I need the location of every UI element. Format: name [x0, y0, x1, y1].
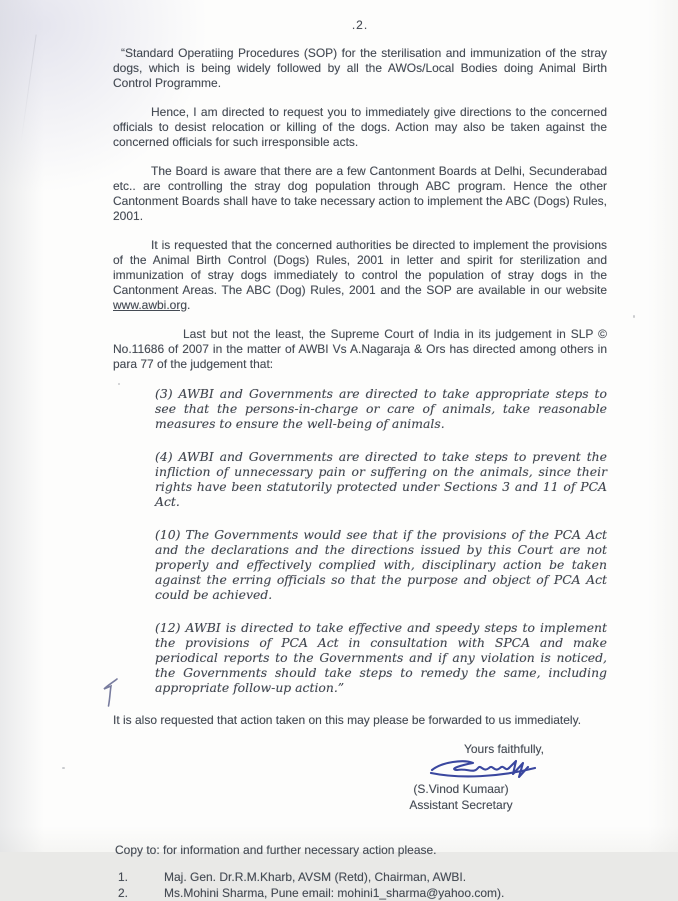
paragraph-request [113, 238, 607, 313]
copy-item-text: Maj. Gen. Dr.R.M.Kharb, AVSM (Retd), Chairman, AWBI. [164, 870, 467, 884]
quote-para-10: (10) The Governments would see that if the provisions of the PCA Act and the declarations and the directions issued by this Court are not properly and effectively complied with, disciplinary action be taken against the erring officials so that the purpose and object of PCA Act could be achieved. [155, 527, 607, 602]
signatory-title: Assistant Secretary [409, 798, 513, 812]
quote-para-3: (3) AWBI and Governments are directed to take appropriate steps to see that the persons-in-charge or care of animals, take reasonable measures to ensure the well-being of animals. [155, 386, 607, 431]
copy-to-list [118, 870, 607, 901]
scan-speck [633, 315, 635, 318]
signatory-name: (S.Vinod Kumaar) [413, 782, 509, 796]
paragraph-supreme-court: Last but not the least, the Supreme Court of India in its judgement in SLP © No.11686 of 2007 in the matter of AWBI Vs A.Nagaraja & Ors has directed among others in para 77 of the judgement that: [113, 327, 607, 371]
paragraph-request-text: It is requested that the concerned authorities be directed to implement the provisions of the Animal Birth Control (Dogs) Rules, 2001 in letter and spirit for sterilization and immunization of stray dogs immediately to control the population of stray dogs in the Cantonment Areas. The ABC (Dog) Rules, 2001 and the SOP are available in our website [113, 238, 607, 297]
valediction: Yours faithfully, [463, 742, 544, 756]
copy-to-heading: Copy to: for information and further necessary action please. [115, 843, 437, 857]
scan-speck [62, 767, 65, 769]
paragraph-board: The Board is aware that there are a few Cantonment Boards at Delhi, Secunderabad etc.. are controlling the stray dog population through ABC program. Hence the other Cantonment Boards shall have to take necessary action to implement the ABC (Dogs) Rules, 2001. [113, 164, 607, 223]
copy-item-text: Ms.Mohini Sharma, Pune email: mohini1_sharma@yahoo.com). [164, 886, 505, 900]
copy-item-number: 1. [118, 870, 129, 884]
page-number: .2. [351, 18, 369, 32]
paragraph-hence: Hence, I am directed to request you to immediately give directions to the concerned officials to desist relocation or killing of the dogs. Action may also be taken against the concerned officials for such irresponsible acts. [113, 105, 607, 149]
quote-para-12: (12) AWBI is directed to take effective and speedy steps to implement the provisions of PCA Act in consultation with SPCA and make periodical reports to the Governments and if any violation is noticed, the Governments should take steps to remedy the same, including appropriate follow-up action.” [155, 620, 607, 695]
website-link[interactable]: www.awbi.org [113, 298, 188, 312]
closing-line: It is also requested that action taken on this may please be forwarded to us immediately. [113, 713, 582, 727]
quote-para-4: (4) AWBI and Governments are directed to take steps to prevent the infliction of unnecessary pain or suffering on the animals, since their rights have been statutorily protected under Sections 3 and 11 of PCA Act. [155, 449, 607, 509]
scan-crease [20, 34, 36, 143]
signature-block [376, 742, 546, 813]
copy-to-section [113, 843, 607, 901]
copy-item-number: 2. [118, 886, 129, 900]
paragraph-request-period: . [187, 298, 191, 312]
letter-body [113, 18, 607, 901]
paragraph-sop: “Standard Operatiing Procedures (SOP) for the sterilisation and immunization of the stray dogs, which is being widely followed by all the AWOs/Local Bodies doing Animal Birth Control Programme. [113, 46, 607, 90]
